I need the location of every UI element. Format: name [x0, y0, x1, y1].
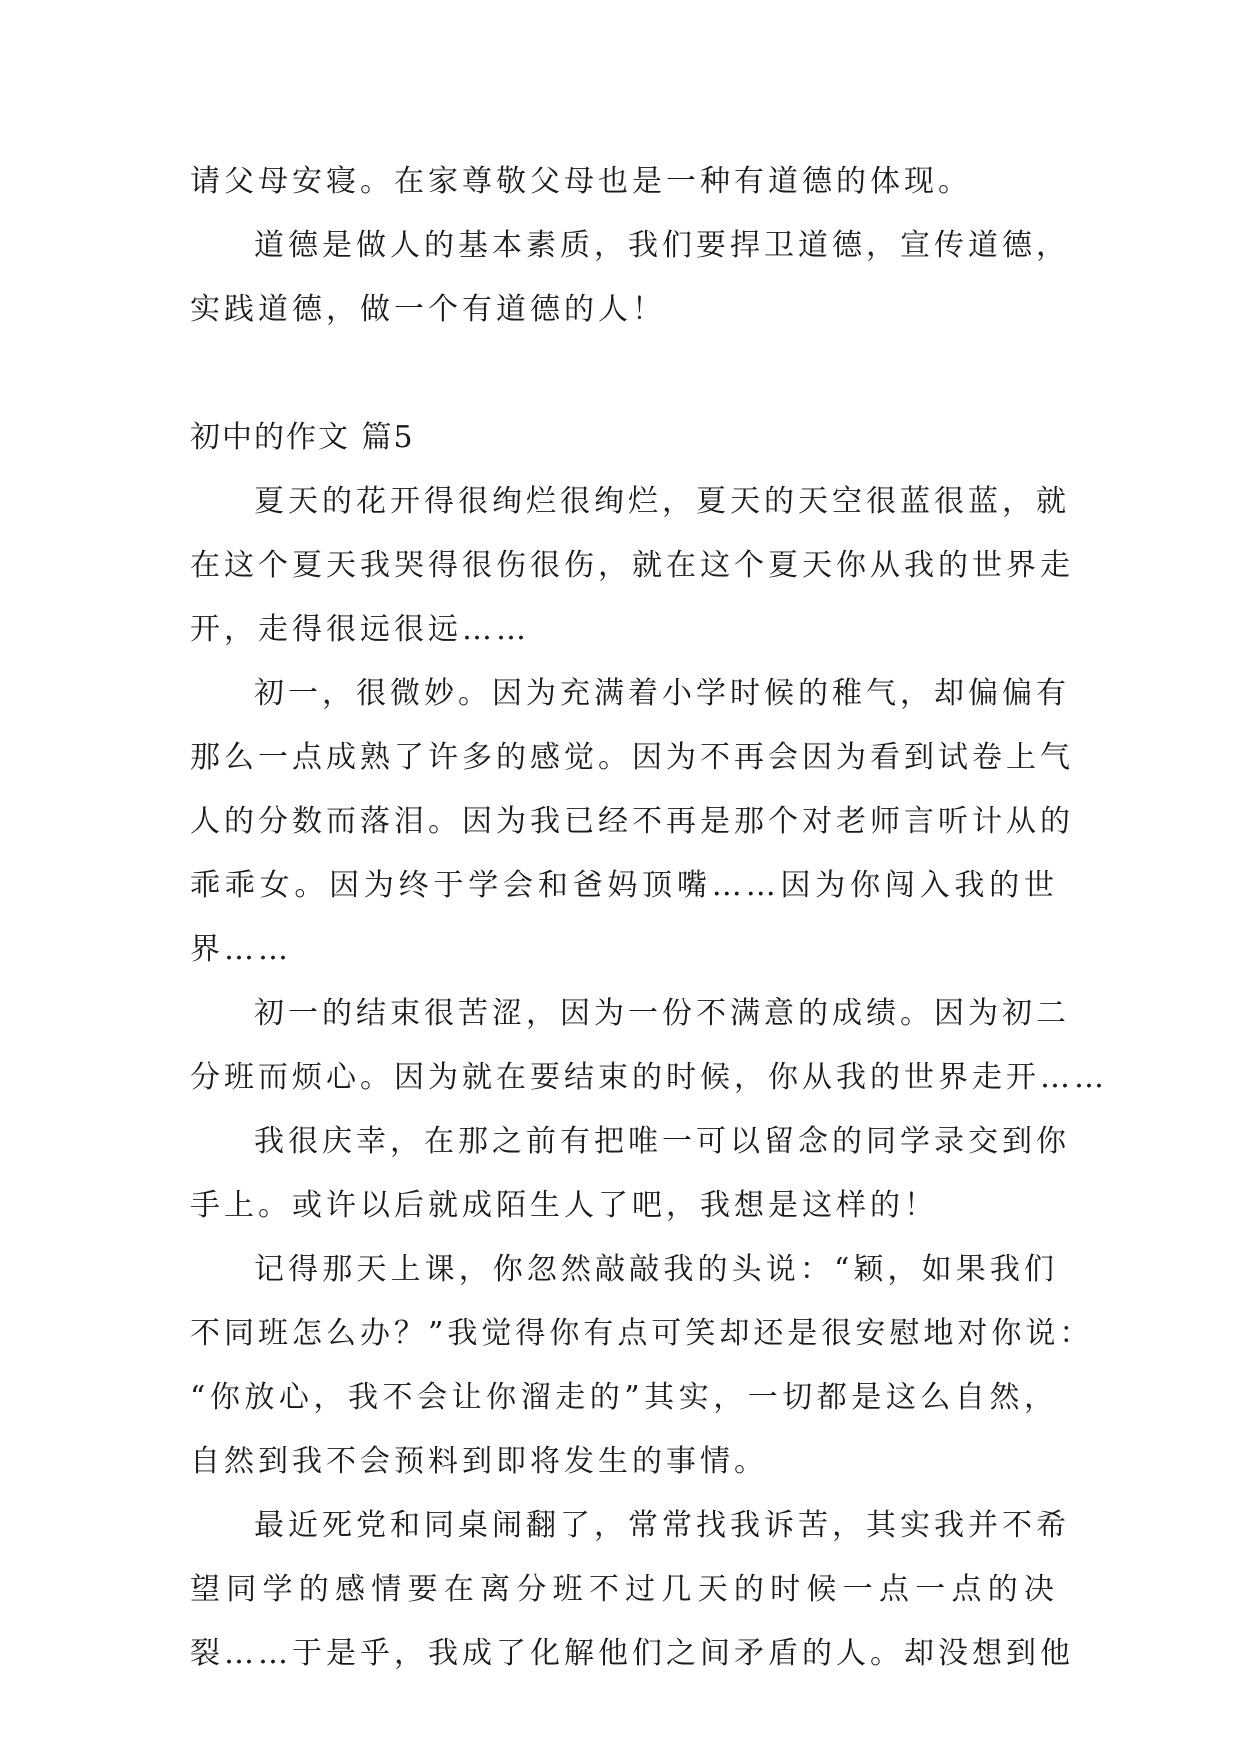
paragraph-line: 最近死党和同桌闹翻了，常常找我诉苦，其实我并不希	[254, 1508, 1070, 1543]
paragraph-line: 那么一点成熟了许多的感觉。因为不再会因为看到试卷上气	[190, 740, 1074, 775]
paragraph-line: 自然到我不会预料到即将发生的事情。	[190, 1444, 768, 1479]
paragraph-line: 道德是做人的基本素质，我们要捍卫道德，宣传道德，	[254, 228, 1070, 263]
paragraph-line: 在这个夏天我哭得很伤很伤，就在这个夏天你从我的世界走	[190, 548, 1074, 583]
paragraph-line: 人的分数而落泪。因为我已经不再是那个对老师言听计从的	[190, 804, 1074, 839]
paragraph-line: 实践道德，做一个有道德的人！	[190, 292, 666, 327]
paragraph-line: 乖乖女。因为终于学会和爸妈顶嘴……因为你闯入我的世	[190, 868, 1058, 903]
paragraph-line: 初一的结束很苦涩，因为一份不满意的成绩。因为初二	[254, 996, 1070, 1031]
paragraph-line: 记得那天上课，你忽然敲敲我的头说：“颖，如果我们	[254, 1252, 1058, 1287]
paragraph-line: “你放心，我不会让你溜走的”其实，一切都是这么自然，	[190, 1380, 1058, 1415]
paragraph-line: 望同学的感情要在离分班不过几天的时候一点一点的决	[190, 1572, 1058, 1607]
paragraph-line: 界……	[190, 932, 292, 967]
paragraph-line: 夏天的花开得很绚烂很绚烂，夏天的天空很蓝很蓝，就	[254, 484, 1070, 519]
paragraph-line: 初一，很微妙。因为充满着小学时候的稚气，却偏偏有	[254, 676, 1070, 711]
paragraph-line: 不同班怎么办？”我觉得你有点可笑却还是很安慰地对你说：	[190, 1316, 1094, 1351]
paragraph-line: 裂……于是乎，我成了化解他们之间矛盾的人。却没想到他	[190, 1636, 1074, 1671]
paragraph-line: 分班而烦心。因为就在要结束的时候，你从我的世界走开……	[190, 1060, 1108, 1095]
paragraph-line: 我很庆幸，在那之前有把唯一可以留念的同学录交到你	[254, 1124, 1070, 1159]
section-heading: 初中的作文 篇5	[190, 420, 415, 455]
paragraph-line: 请父母安寝。在家尊敬父母也是一种有道德的体现。	[190, 164, 972, 199]
paragraph-line: 手上。或许以后就成陌生人了吧，我想是这样的！	[190, 1188, 938, 1223]
document-page	[190, 150, 1108, 1686]
section-gap	[190, 342, 1058, 406]
paragraph-line: 开，走得很远很远……	[190, 612, 530, 647]
